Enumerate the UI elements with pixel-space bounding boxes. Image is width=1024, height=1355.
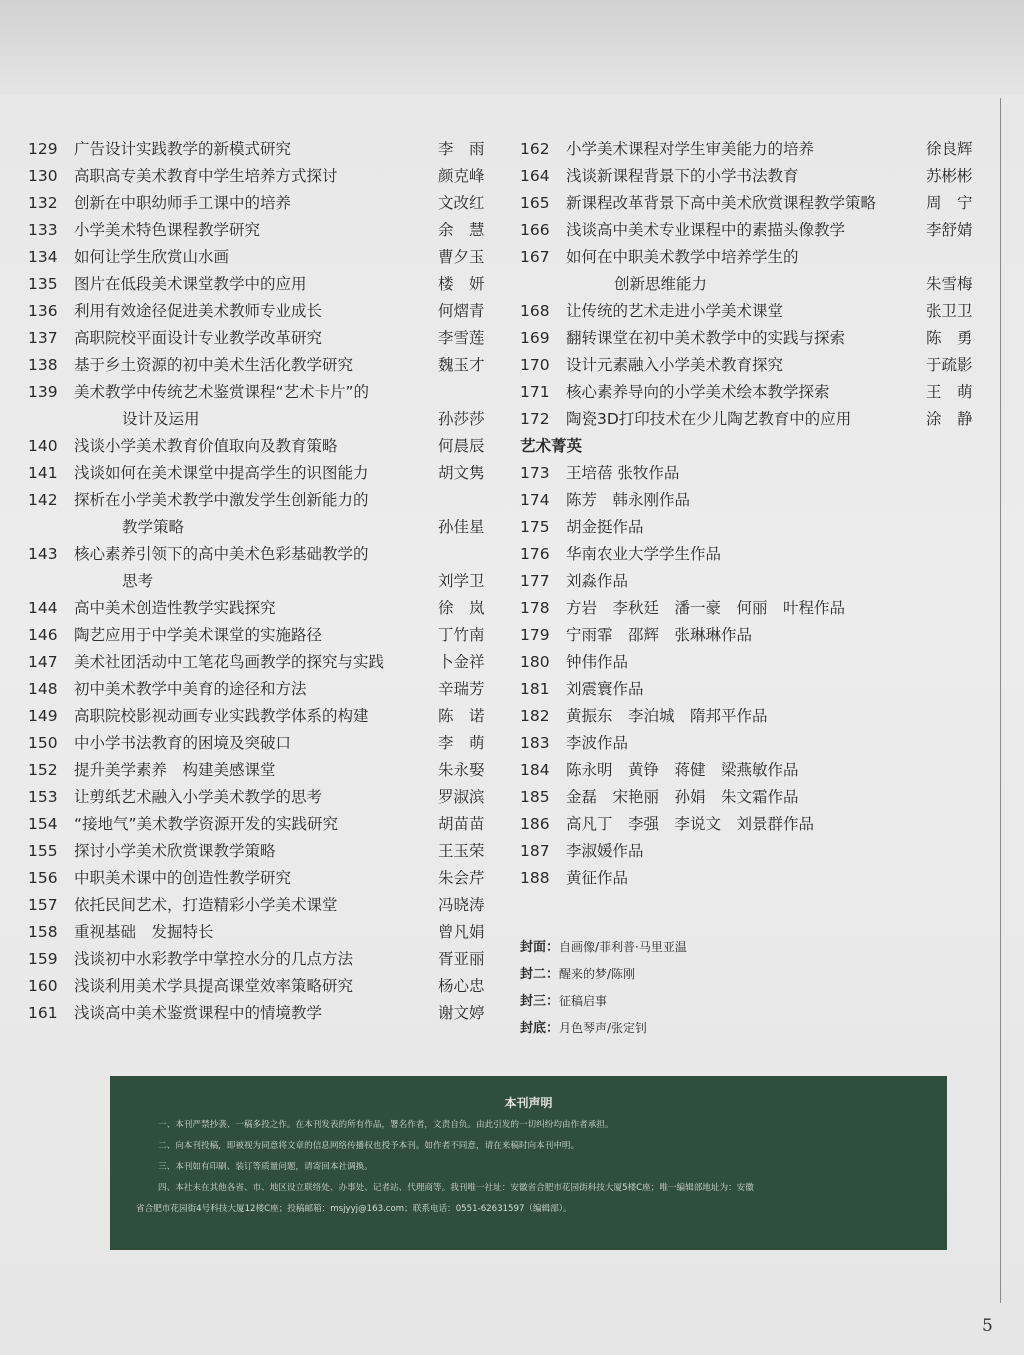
toc-entry[interactable] — [28, 784, 498, 811]
cover-credit-line — [520, 961, 820, 988]
toc-title: 小学美术课程对学生审美能力的培养 — [566, 140, 815, 158]
toc-page-number: 154 — [28, 815, 58, 833]
toc-entry[interactable] — [28, 892, 498, 919]
toc-title: 美术社团活动中工笔花鸟画教学的探究与实践 — [74, 653, 385, 671]
artwork-entry[interactable] — [520, 460, 982, 487]
toc-title: 让剪纸艺术融入小学美术教学的思考 — [74, 788, 323, 806]
toc-title: 如何让学生欣赏山水画 — [74, 248, 230, 266]
toc-author: 朱会芹 — [438, 869, 485, 887]
artwork-entry[interactable] — [520, 514, 982, 541]
toc-author: 李舒婧 — [926, 221, 973, 239]
toc-page-number: 172 — [520, 410, 550, 428]
toc-entry[interactable] — [28, 595, 498, 622]
artwork-title: 钟伟作品 — [566, 653, 629, 671]
page-number: 5 — [982, 1316, 993, 1336]
toc-entry[interactable] — [28, 460, 498, 487]
toc-page-number: 170 — [520, 356, 550, 374]
toc-title: 教学策略 — [122, 518, 185, 536]
toc-author: 文改红 — [438, 194, 485, 212]
margin-rule — [1000, 98, 1001, 1303]
cover-credit-value: 月色琴声/张定钊 — [559, 1021, 648, 1035]
artwork-title: 刘淼作品 — [566, 572, 629, 590]
toc-entry[interactable] — [28, 433, 498, 460]
artwork-page-number: 177 — [520, 572, 550, 590]
artwork-page-number: 183 — [520, 734, 550, 752]
artwork-title: 李波作品 — [566, 734, 629, 752]
toc-entry[interactable] — [28, 352, 498, 379]
toc-author: 王 萌 — [926, 383, 973, 401]
artwork-page-number: 184 — [520, 761, 550, 779]
toc-author: 楼 妍 — [438, 275, 485, 293]
toc-title: 翻转课堂在初中美术教学中的实践与探索 — [566, 329, 846, 347]
toc-entry[interactable] — [28, 217, 498, 244]
artwork-title: 金磊 宋艳丽 孙娟 朱文霜作品 — [566, 788, 799, 806]
toc-author: 刘学卫 — [438, 572, 485, 590]
artwork-title: 宁雨霏 邵辉 张琳琳作品 — [566, 626, 753, 644]
toc-author: 李 雨 — [438, 140, 485, 158]
notice-line: 四、本社未在其他各省、市、地区设立联络处、办事处、记者站、代理商等。我刊唯一社址：安徽省合肥市花园街科技大厦5楼C座；唯一编辑部地址为：安徽 — [158, 1183, 754, 1193]
toc-author: 李 萌 — [438, 734, 485, 752]
toc-page-number: 141 — [28, 464, 58, 482]
toc-page-number: 156 — [28, 869, 58, 887]
toc-page-number: 167 — [520, 248, 550, 266]
toc-page-number: 149 — [28, 707, 58, 725]
toc-author: 苏彬彬 — [926, 167, 973, 185]
artwork-title: 华南农业大学学生作品 — [566, 545, 722, 563]
toc-entry[interactable] — [28, 541, 498, 595]
cover-credit-label: 封底： — [520, 1021, 560, 1036]
toc-author: 李雪莲 — [438, 329, 485, 347]
artwork-entry[interactable] — [520, 838, 982, 865]
toc-author: 杨心忠 — [438, 977, 485, 995]
toc-title: 高职高专美术教育中学生培养方式探讨 — [74, 167, 338, 185]
artwork-entry[interactable] — [520, 811, 982, 838]
toc-title: 高职院校平面设计专业教学改革研究 — [74, 329, 323, 347]
toc-page-number: 146 — [28, 626, 58, 644]
cover-credit-line — [520, 988, 820, 1015]
toc-author: 于疏影 — [926, 356, 973, 374]
toc-page-number: 171 — [520, 383, 550, 401]
toc-author: 王玉荣 — [438, 842, 485, 860]
toc-title: 提升美学素养 构建美感课堂 — [74, 761, 276, 779]
toc-title: 基于乡土资源的初中美术生活化教学研究 — [74, 356, 354, 374]
artwork-title: 胡金挺作品 — [566, 518, 644, 536]
page-top-bleed — [0, 0, 1024, 95]
toc-title: 高中美术创造性教学实践探究 — [74, 599, 276, 617]
cover-credits — [520, 934, 820, 1042]
toc-page-number: 148 — [28, 680, 58, 698]
toc-entry[interactable] — [520, 298, 982, 325]
toc-page-number: 169 — [520, 329, 550, 347]
artwork-page-number: 176 — [520, 545, 550, 563]
toc-page-number: 155 — [28, 842, 58, 860]
toc-author: 颜克峰 — [438, 167, 485, 185]
artwork-title: 刘震寰作品 — [566, 680, 644, 698]
artwork-page-number: 188 — [520, 869, 550, 887]
toc-entry[interactable] — [520, 244, 982, 298]
artwork-page-number: 181 — [520, 680, 550, 698]
artwork-page-number: 174 — [520, 491, 550, 509]
artwork-entry[interactable] — [520, 649, 982, 676]
notice-line: 二、向本刊投稿，即被视为同意将文章的信息网络传播权也授予本刊。如作者不同意，请在来稿时向本刊申明。 — [158, 1141, 580, 1151]
toc-page-number: 133 — [28, 221, 58, 239]
toc-title: 核心素养引领下的高中美术色彩基础教学的 — [74, 545, 369, 563]
artwork-page-number: 185 — [520, 788, 550, 806]
toc-page-number: 147 — [28, 653, 58, 671]
toc-title: 如何在中职美术教学中培养学生的 — [566, 248, 799, 266]
toc-title: 让传统的艺术走进小学美术课堂 — [566, 302, 784, 320]
toc-title: 小学美术特色课程教学研究 — [74, 221, 261, 239]
artwork-entry[interactable] — [520, 487, 982, 514]
toc-entry[interactable] — [28, 973, 498, 1000]
toc-author: 周 宁 — [926, 194, 973, 212]
toc-entry[interactable] — [28, 379, 498, 433]
toc-page-number: 158 — [28, 923, 58, 941]
toc-entry[interactable] — [28, 757, 498, 784]
artwork-page-number: 186 — [520, 815, 550, 833]
toc-page-number: 150 — [28, 734, 58, 752]
artwork-entry[interactable] — [520, 541, 982, 568]
toc-entry[interactable] — [28, 244, 498, 271]
toc-entry[interactable] — [28, 1000, 498, 1027]
toc-title: 美术教学中传统艺术鉴赏课程“艺术卡片”的 — [74, 383, 370, 401]
notice-line: 省合肥市花园街4号科技大厦12楼C座；投稿邮箱：msjyyj@163.com；联系电话：0551-62631597（编辑部）。 — [136, 1204, 572, 1214]
toc-page-number: 152 — [28, 761, 58, 779]
toc-entry[interactable] — [520, 136, 982, 163]
toc-author: 胡文隽 — [438, 464, 485, 482]
cover-credit-label: 封二： — [520, 967, 560, 982]
toc-author: 辛瑞芳 — [438, 680, 485, 698]
toc-title: 重视基础 发掘特长 — [74, 923, 214, 941]
artwork-page-number: 175 — [520, 518, 550, 536]
artwork-page-number: 187 — [520, 842, 550, 860]
artwork-entry[interactable] — [520, 568, 982, 595]
cover-credit-value: 自画像/菲利普·马里亚温 — [559, 940, 687, 954]
toc-page-number: 153 — [28, 788, 58, 806]
toc-entry[interactable] — [28, 190, 498, 217]
toc-entry[interactable] — [520, 325, 982, 352]
notice-title: 本刊声明 — [504, 1096, 553, 1110]
toc-author: 胥亚丽 — [438, 950, 485, 968]
toc-title: 浅谈新课程背景下的小学书法教育 — [566, 167, 799, 185]
toc-entry[interactable] — [28, 811, 498, 838]
toc-page-number: 137 — [28, 329, 58, 347]
toc-title: 创新在中职幼师手工课中的培养 — [74, 194, 292, 212]
toc-page-number: 142 — [28, 491, 58, 509]
toc-title: 设计元素融入小学美术教育探究 — [566, 356, 784, 374]
artwork-title: 李淑媛作品 — [566, 842, 644, 860]
toc-author: 魏玉才 — [438, 356, 485, 374]
toc-entry[interactable] — [28, 298, 498, 325]
notice-line: 一、本刊严禁抄袭、一稿多投之作。在本刊发表的所有作品，署名作者，文责自负。由此引发的一切纠纷均由作者承担。 — [158, 1120, 614, 1130]
toc-page-number: 143 — [28, 545, 58, 563]
artwork-entry[interactable] — [520, 703, 982, 730]
toc-entry[interactable] — [520, 379, 982, 406]
toc-author: 曹夕玉 — [438, 248, 485, 266]
toc-author: 何熠青 — [438, 302, 485, 320]
toc-entry[interactable] — [28, 838, 498, 865]
toc-title: 浅谈如何在美术课堂中提高学生的识图能力 — [74, 464, 369, 482]
cover-credit-label: 封三： — [520, 994, 560, 1009]
artwork-title: 黄振东 李泊城 隋邦平作品 — [566, 707, 768, 725]
toc-page-number: 135 — [28, 275, 58, 293]
toc-title: 核心素养导向的小学美术绘本教学探索 — [566, 383, 830, 401]
toc-author: 涂 静 — [926, 410, 973, 428]
toc-author: 何晨辰 — [438, 437, 485, 455]
toc-entry[interactable] — [28, 946, 498, 973]
cover-credit-line — [520, 934, 820, 961]
toc-author: 谢文婷 — [438, 1004, 485, 1022]
cover-credit-value: 醒来的梦/陈刚 — [559, 967, 636, 981]
toc-author: 陈 勇 — [926, 329, 973, 347]
artwork-page-number: 180 — [520, 653, 550, 671]
toc-title: 依托民间艺术，打造精彩小学美术课堂 — [74, 896, 338, 914]
toc-page-number: 160 — [28, 977, 58, 995]
artwork-title: 陈芳 韩永刚作品 — [566, 491, 691, 509]
artwork-entry[interactable] — [520, 730, 982, 757]
toc-title: 探析在小学美术教学中激发学生创新能力的 — [74, 491, 369, 509]
toc-title: 中小学书法教育的困境及突破口 — [74, 734, 292, 752]
artwork-title: 黄征作品 — [566, 869, 629, 887]
toc-author: 丁竹南 — [438, 626, 485, 644]
toc-title: 利用有效途径促进美术教师专业成长 — [74, 302, 323, 320]
toc-title: 浅谈高中美术鉴赏课程中的情境教学 — [74, 1004, 323, 1022]
toc-author: 朱雪梅 — [926, 275, 973, 293]
toc-title: 高职院校影视动画专业实践教学体系的构建 — [74, 707, 369, 725]
toc-entry[interactable] — [520, 190, 982, 217]
toc-title: 创新思维能力 — [614, 275, 708, 293]
toc-page-number: 165 — [520, 194, 550, 212]
artwork-page-number: 179 — [520, 626, 550, 644]
toc-author: 陈 诺 — [438, 707, 485, 725]
toc-author: 朱永娶 — [438, 761, 485, 779]
toc-title: 陶瓷3D打印技术在少儿陶艺教育中的应用 — [566, 410, 852, 428]
artwork-page-number: 178 — [520, 599, 550, 617]
toc-entry[interactable] — [520, 352, 982, 379]
toc-page-number: 168 — [520, 302, 550, 320]
toc-author: 徐良辉 — [926, 140, 973, 158]
toc-title: 浅谈初中水彩教学中掌控水分的几点方法 — [74, 950, 354, 968]
section-title-art-elite: 艺术菁英 — [520, 437, 583, 455]
toc-page-number: 132 — [28, 194, 58, 212]
toc-author: 孙莎莎 — [438, 410, 485, 428]
toc-entry[interactable] — [520, 406, 982, 433]
toc-entry[interactable] — [28, 325, 498, 352]
toc-title: 陶艺应用于中学美术课堂的实施路径 — [74, 626, 323, 644]
journal-notice-box — [110, 1076, 947, 1250]
toc-page-number: 164 — [520, 167, 550, 185]
toc-page-number: 138 — [28, 356, 58, 374]
toc-title: 初中美术教学中美育的途径和方法 — [74, 680, 307, 698]
toc-author: 孙佳星 — [438, 518, 485, 536]
toc-author: 罗淑滨 — [438, 788, 485, 806]
toc-page-number: 166 — [520, 221, 550, 239]
toc-page-number: 161 — [28, 1004, 58, 1022]
artwork-page-number: 173 — [520, 464, 550, 482]
toc-page-number: 130 — [28, 167, 58, 185]
toc-page-number: 157 — [28, 896, 58, 914]
toc-title: 图片在低段美术课堂教学中的应用 — [74, 275, 307, 293]
toc-author: 曾凡娟 — [438, 923, 485, 941]
toc-left-column — [28, 136, 498, 1027]
artwork-title: 陈永明 黄铮 蒋健 梁燕敏作品 — [566, 761, 799, 779]
toc-page-number: 159 — [28, 950, 58, 968]
toc-entry[interactable] — [28, 487, 498, 541]
toc-author: 胡苗苗 — [438, 815, 485, 833]
toc-entry[interactable] — [28, 622, 498, 649]
toc-entry[interactable] — [28, 271, 498, 298]
cover-credit-value: 征稿启事 — [559, 994, 608, 1008]
toc-entry[interactable] — [28, 136, 498, 163]
artwork-entry[interactable] — [520, 595, 982, 622]
artwork-entry[interactable] — [520, 676, 982, 703]
toc-entry[interactable] — [520, 163, 982, 190]
toc-right-column — [520, 136, 982, 892]
toc-entry[interactable] — [28, 163, 498, 190]
toc-title: 思考 — [122, 572, 154, 590]
toc-entry[interactable] — [28, 865, 498, 892]
toc-title: 广告设计实践教学的新模式研究 — [74, 140, 292, 158]
toc-page-number: 162 — [520, 140, 550, 158]
toc-page-number: 144 — [28, 599, 58, 617]
toc-title: 浅谈小学美术教育价值取向及教育策略 — [74, 437, 338, 455]
cover-credit-line — [520, 1015, 820, 1042]
toc-entry[interactable] — [28, 919, 498, 946]
toc-title: 浅谈高中美术专业课程中的素描头像教学 — [566, 221, 846, 239]
artwork-title: 方岩 李秋廷 潘一豪 何丽 叶程作品 — [566, 599, 846, 617]
toc-author: 张卫卫 — [926, 302, 973, 320]
toc-page-number: 140 — [28, 437, 58, 455]
artwork-title: 王培蓓 张牧作品 — [566, 464, 680, 482]
toc-entry[interactable] — [28, 703, 498, 730]
toc-page-number: 139 — [28, 383, 58, 401]
toc-title: 中职美术课中的创造性教学研究 — [74, 869, 292, 887]
toc-page-number: 129 — [28, 140, 58, 158]
artwork-entry[interactable] — [520, 622, 982, 649]
toc-title: 设计及运用 — [122, 410, 200, 428]
toc-entry[interactable] — [520, 217, 982, 244]
toc-page-number: 134 — [28, 248, 58, 266]
artwork-entry[interactable] — [520, 784, 982, 811]
toc-title: 浅谈利用美术学具提高课堂效率策略研究 — [74, 977, 354, 995]
toc-page-number: 136 — [28, 302, 58, 320]
toc-entry[interactable] — [28, 676, 498, 703]
artwork-entry[interactable] — [520, 757, 982, 784]
toc-title: 探讨小学美术欣赏课教学策略 — [74, 842, 276, 860]
toc-title: 新课程改革背景下高中美术欣赏课程教学策略 — [566, 194, 877, 212]
toc-author: 冯晓涛 — [438, 896, 485, 914]
artwork-page-number: 182 — [520, 707, 550, 725]
artwork-title: 高凡丁 李强 李说文 刘景群作品 — [566, 815, 815, 833]
toc-author: 余 慧 — [438, 221, 485, 239]
toc-title: “接地气”美术教学资源开发的实践研究 — [74, 815, 339, 833]
artwork-entry[interactable] — [520, 865, 982, 892]
toc-author: 卜金祥 — [438, 653, 485, 671]
cover-credit-label: 封面： — [520, 940, 560, 955]
toc-author: 徐 岚 — [438, 599, 485, 617]
toc-entry[interactable] — [28, 649, 498, 676]
toc-entry[interactable] — [28, 730, 498, 757]
notice-line: 三、本刊如有印刷、装订等质量问题，请寄回本社调换。 — [158, 1162, 373, 1172]
